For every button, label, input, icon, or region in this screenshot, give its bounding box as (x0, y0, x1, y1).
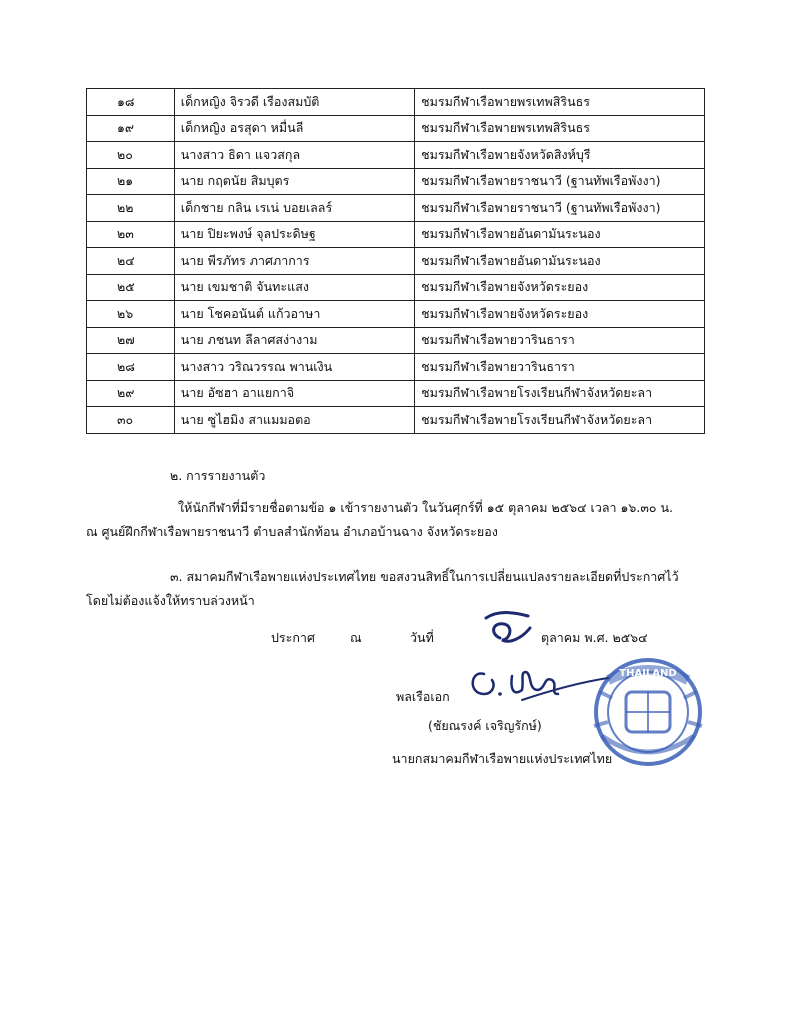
club-name: ชมรมกีฬาเรือพายอันดามันระนอง (415, 248, 705, 275)
roster-body (87, 89, 705, 434)
table-row (87, 327, 705, 354)
club-name: ชมรมกีฬาเรือพายจังหวัดระยอง (415, 301, 705, 328)
club-name: ชมรมกีฬาเรือพายจังหวัดสิงห์บุรี (415, 142, 705, 169)
signer-position: นายกสมาคมกีฬาเรือพายแห่งประเทศไทย (392, 751, 613, 766)
table-row (87, 248, 705, 275)
row-number: ๒๑ (87, 168, 175, 195)
club-name: ชมรมกีฬาเรือพายอันดามันระนอง (415, 221, 705, 248)
club-name: ชมรมกีฬาเรือพายโรงเรียนกีฬาจังหวัดยะลา (415, 380, 705, 407)
athlete-roster-table (86, 88, 705, 434)
athlete-name: นางสาว ธิดา แจวสกุล (174, 142, 414, 169)
table-row (87, 380, 705, 407)
table-row (87, 354, 705, 381)
signer-name: (ชัยณรงค์ เจริญรักษ์) (428, 718, 542, 733)
row-number: ๒๒ (87, 195, 175, 222)
signature-scribble (462, 650, 612, 710)
row-number: ๒๕ (87, 274, 175, 301)
athlete-name: นาย ปิยะพงษ์ จุลประดิษฐ (174, 221, 414, 248)
athlete-name: เด็กหญิง จิรวดี เรืองสมบัติ (174, 89, 414, 116)
club-name: ชมรมกีฬาเรือพายวารินธารา (415, 354, 705, 381)
club-name: ชมรมกีฬาเรือพายโรงเรียนกีฬาจังหวัดยะลา (415, 407, 705, 434)
row-number: ๒๔ (87, 248, 175, 275)
athlete-name: นางสาว วริณวรรณ พานเงิน (174, 354, 414, 381)
club-name: ชมรมกีฬาเรือพายวารินธารา (415, 327, 705, 354)
athlete-name: เด็กชาย กลิน เรเน่ บอยเลลร์ (174, 195, 414, 222)
row-number: ๑๙ (87, 115, 175, 142)
club-name: ชมรมกีฬาเรือพายราชนาวี (ฐานทัพเรือพังงา) (415, 195, 705, 222)
table-row (87, 115, 705, 142)
table-row (87, 89, 705, 116)
table-row (87, 221, 705, 248)
athlete-name: นาย โชคอนันต์ แก้วอาษา (174, 301, 414, 328)
club-name: ชมรมกีฬาเรือพายราชนาวี (ฐานทัพเรือพังงา) (415, 168, 705, 195)
table-row (87, 168, 705, 195)
row-number: ๒๙ (87, 380, 175, 407)
table-row (87, 274, 705, 301)
row-number: ๒๗ (87, 327, 175, 354)
row-number: ๒๖ (87, 301, 175, 328)
section-2-line-1: ให้นักกีฬาที่มีรายชื่อตามข้อ ๑ เข้ารายงานตัว ในวันศุกร์ที่ ๑๕ ตุลาคม ๒๕๖๔ เวลา ๑๖.๓๐ น. (178, 500, 674, 515)
club-name: ชมรมกีฬาเรือพายพรเทพสิรินธร (415, 89, 705, 116)
row-number: ๒๘ (87, 354, 175, 381)
athlete-name: นาย เขมชาติ จันทะแสง (174, 274, 414, 301)
table-row (87, 407, 705, 434)
svg-text:THAILAND: THAILAND (619, 668, 677, 679)
row-number: ๒๓ (87, 221, 175, 248)
athlete-name: นาย ซูไฮมิง สาแมมอตอ (174, 407, 414, 434)
row-number: ๓๐ (87, 407, 175, 434)
table-row (87, 142, 705, 169)
athlete-name: นาย อัซฮา อาแยกาจิ (174, 380, 414, 407)
club-name: ชมรมกีฬาเรือพายจังหวัดระยอง (415, 274, 705, 301)
athlete-name: เด็กหญิง อรสุดา หมื่นลี (174, 115, 414, 142)
athlete-name: นาย กฤตนัย สิมบุตร (174, 168, 414, 195)
handwritten-day-numeral (480, 608, 540, 648)
table-row (87, 195, 705, 222)
club-name: ชมรมกีฬาเรือพายพรเทพสิรินธร (415, 115, 705, 142)
signer-rank: พลเรือเอก (396, 689, 450, 704)
row-number: ๒๐ (87, 142, 175, 169)
section-3-line-1: ๓. สมาคมกีฬาเรือพายแห่งประเทศไทย ขอสงวนสิทธิ์ในการเปลี่ยนแปลงรายละเอียดที่ประกาศไว้ (170, 569, 679, 584)
announcement-day-label: วันที่ (410, 630, 434, 645)
announcement-label: ประกาศ (271, 630, 315, 645)
section-2-heading: ๒. การรายงานตัว (170, 468, 266, 483)
table-row (87, 301, 705, 328)
athlete-name: นาย พีรภัทร ภาศภาการ (174, 248, 414, 275)
section-3-line-2: โดยไม่ต้องแจ้งให้ทราบล่วงหน้า (86, 593, 255, 608)
row-number: ๑๘ (87, 89, 175, 116)
announcement-at: ณ (350, 630, 362, 645)
announcement-month-year: ตุลาคม พ.ศ. ๒๕๖๔ (541, 630, 648, 645)
section-2-line-2: ณ ศูนย์ฝึกกีฬาเรือพายราชนาวี ตำบลสำนักท้อน อำเภอบ้านฉาง จังหวัดระยอง (86, 524, 498, 539)
athlete-name: นาย ภชนท ลีลาศสง่างาม (174, 327, 414, 354)
